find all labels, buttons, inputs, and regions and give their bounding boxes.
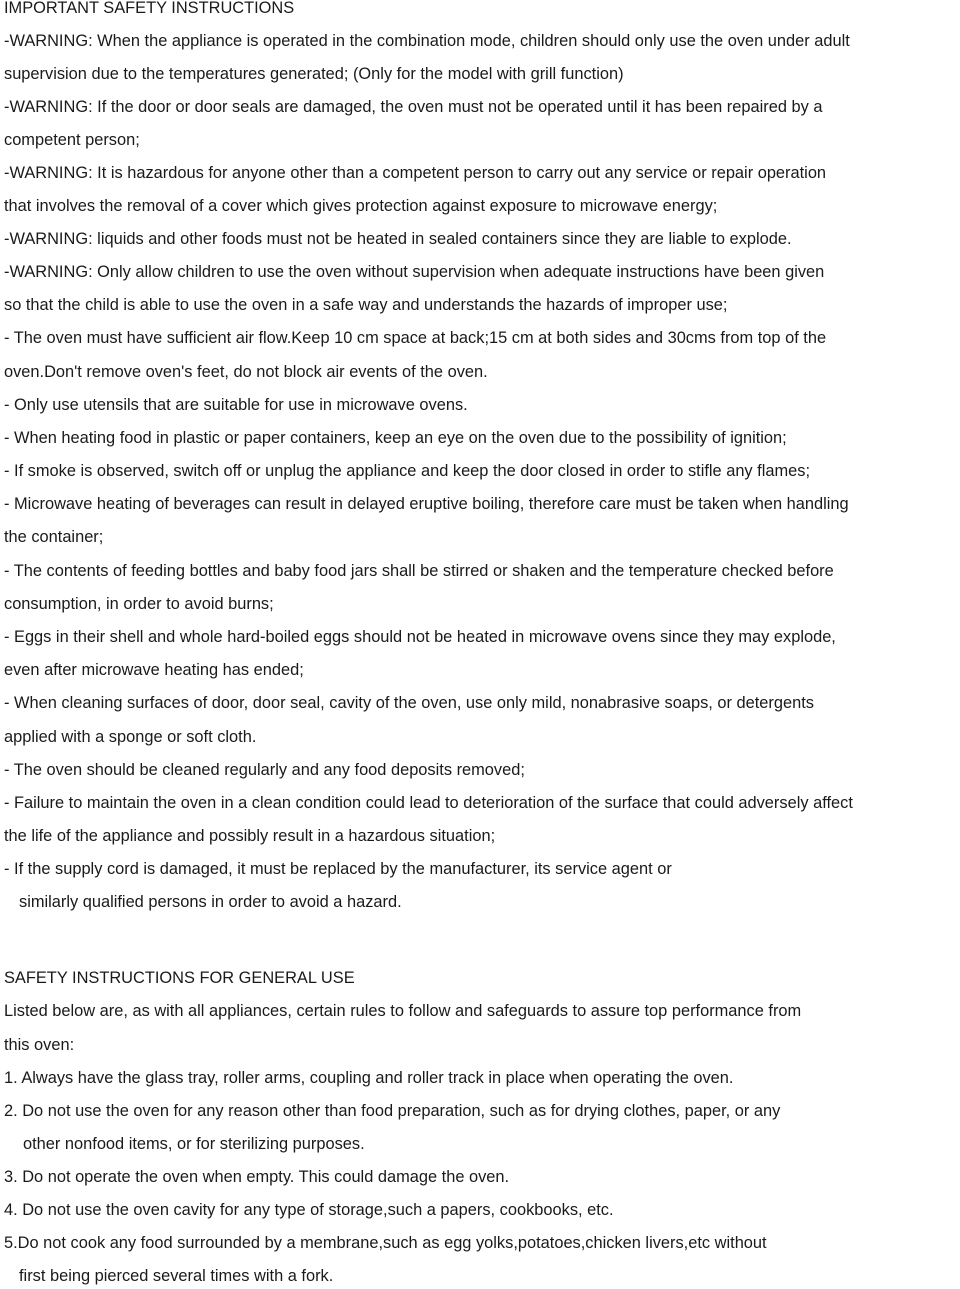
text-line: competent person; [4, 131, 140, 149]
text-line: the life of the appliance and possibly result in a hazardous situation; [4, 827, 496, 845]
text-line: - The oven should be cleaned regularly and any food deposits removed; [4, 761, 525, 779]
text-line: -WARNING: Only allow children to use the oven without supervision when adequate instructions have been given [4, 263, 825, 281]
list-item: 2. Do not use the oven for any reason other than food preparation, such as for drying clothes, paper, or any [4, 1102, 781, 1120]
text-line: - Eggs in their shell and whole hard-boiled eggs should not be heated in microwave ovens since they may explode, [4, 628, 836, 646]
text-line: - If the supply cord is damaged, it must be replaced by the manufacturer, its service agent or [4, 860, 672, 878]
text-line: -WARNING: liquids and other foods must not be heated in sealed containers since they are liable to explode. [4, 230, 792, 248]
text-line: - The contents of feeding bottles and baby food jars shall be stirred or shaken and the temperature checked before [4, 562, 834, 580]
list-item: 5.Do not cook any food surrounded by a membrane,such as egg yolks,potatoes,chicken livers,etc without [4, 1234, 767, 1252]
section-heading-general-use: SAFETY INSTRUCTIONS FOR GENERAL USE [4, 969, 355, 987]
list-item: 1. Always have the glass tray, roller arms, coupling and roller track in place when operating the oven. [4, 1069, 734, 1087]
text-line: - The oven must have sufficient air flow.Keep 10 cm space at back;15 cm at both sides and 30cms from top of the [4, 329, 827, 347]
section-heading-important-safety: IMPORTANT SAFETY INSTRUCTIONS [4, 0, 295, 17]
text-line: - When cleaning surfaces of door, door seal, cavity of the oven, use only mild, nonabrasive soaps, or detergents [4, 694, 814, 712]
text-line: - Failure to maintain the oven in a clean condition could lead to deterioration of the surface that could adversely affect [4, 794, 853, 812]
text-line: - When heating food in plastic or paper containers, keep an eye on the oven due to the possibility of ignition; [4, 429, 787, 447]
text-line: oven.Don't remove oven's feet, do not block air events of the oven. [4, 363, 488, 381]
text-line: - Microwave heating of beverages can result in delayed eruptive boiling, therefore care must be taken when handling [4, 495, 849, 513]
text-line: even after microwave heating has ended; [4, 661, 304, 679]
text-line: that involves the removal of a cover which gives protection against exposure to microwave energy; [4, 197, 718, 215]
list-item-continuation: other nonfood items, or for sterilizing purposes. [23, 1135, 365, 1153]
text-line: supervision due to the temperatures generated; (Only for the model with grill function) [4, 65, 624, 83]
intro-line: Listed below are, as with all appliances, certain rules to follow and safeguards to assure top performance from [4, 1002, 802, 1020]
text-line: so that the child is able to use the oven in a safe way and understands the hazards of improper use; [4, 296, 728, 314]
text-line: applied with a sponge or soft cloth. [4, 728, 257, 746]
intro-line: this oven: [4, 1036, 75, 1054]
text-line: similarly qualified persons in order to avoid a hazard. [19, 893, 402, 911]
text-line: -WARNING: It is hazardous for anyone other than a competent person to carry out any service or repair operation [4, 164, 827, 182]
list-item: 4. Do not use the oven cavity for any type of storage,such a papers, cookbooks, etc. [4, 1201, 614, 1219]
text-line: - Only use utensils that are suitable for use in microwave ovens. [4, 396, 468, 414]
text-line: the container; [4, 528, 104, 546]
text-line: consumption, in order to avoid burns; [4, 595, 274, 613]
list-item: 3. Do not operate the oven when empty. This could damage the oven. [4, 1168, 510, 1186]
list-item-continuation: first being pierced several times with a fork. [19, 1267, 334, 1285]
text-line: - If smoke is observed, switch off or unplug the appliance and keep the door closed in order to stifle any flames; [4, 462, 811, 480]
text-line: -WARNING: When the appliance is operated in the combination mode, children should only use the oven under adult [4, 32, 850, 50]
text-line: -WARNING: If the door or door seals are damaged, the oven must not be operated until it has been repaired by a [4, 98, 823, 116]
